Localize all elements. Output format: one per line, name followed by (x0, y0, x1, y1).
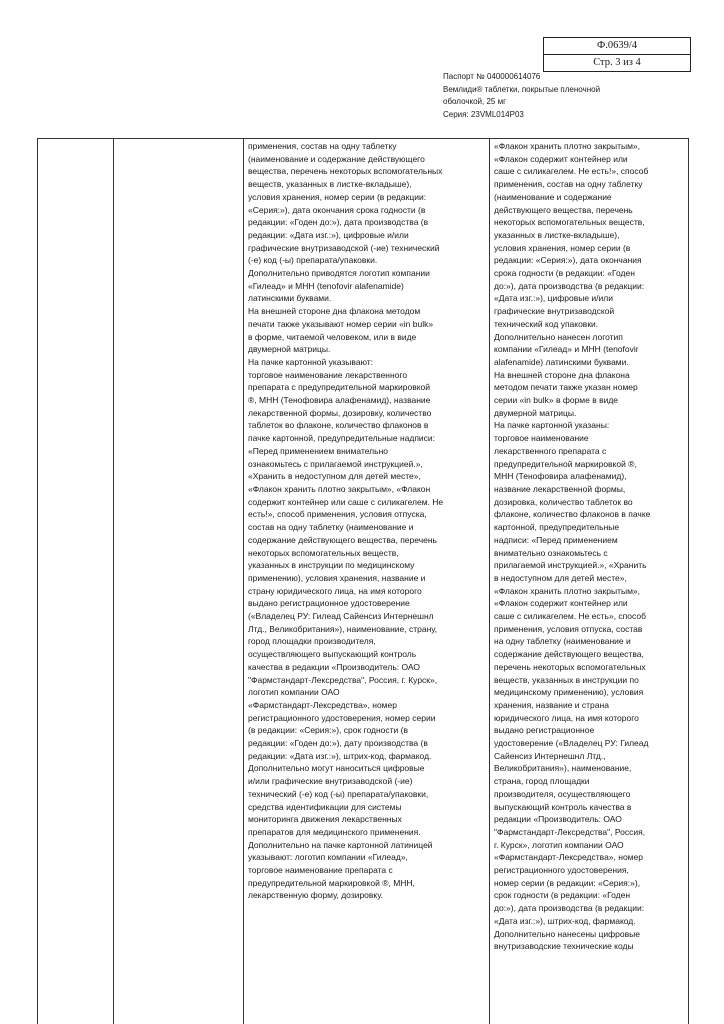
form-number-box (543, 37, 691, 72)
text-line: лекарственного препарата с (494, 445, 607, 456)
text-line: предупредительной маркировкой ®, (494, 458, 637, 469)
text-line: графические внутризаводской (494, 306, 615, 317)
text-line: (наименование и содержание действующего (248, 153, 425, 164)
text-line: технический код упаковки. (494, 318, 599, 329)
text-line: удостоверение («Владелец РУ: Гилеад (494, 738, 649, 749)
text-line: alafenamide) латинскими буквами. (494, 356, 629, 367)
passport-line: Вемлиди® таблетки, покрытые пленочной (443, 84, 601, 94)
text-line: «Серия:»), дата окончания срока годности (в (248, 204, 426, 215)
text-line: «Фармстандарт-Лексредства», номер (248, 699, 397, 710)
text-line: содержит контейнер или саше с силикагелем. Не (248, 496, 444, 507)
text-line: содержание действующего вещества, перечень (248, 534, 437, 545)
text-line: редакции: «Дата изг.:»), цифровые и/или (248, 229, 409, 240)
text-line: (в редакции: «Серия:»), срок годности (в (248, 725, 409, 736)
passport-line: оболочкой, 25 мг (443, 97, 506, 107)
text-line: саше с силикагелем. Не есть», способ (494, 611, 646, 622)
passport-line: Паспорт № 040000614076 (443, 72, 541, 81)
text-line: «Хранить в недоступном для детей месте», (248, 471, 421, 482)
text-line: торговое наименование (494, 433, 589, 444)
text-line: применения, состав на одну таблетку (494, 179, 643, 190)
text-line: действующего вещества, перечень (494, 204, 633, 215)
text-line: в недоступном для детей месте», (494, 572, 627, 583)
text-line: пачке картонной, предупредительные надписи: (248, 433, 436, 444)
text-line: «Дата изг.:»), штрих-код, фармакод. (494, 915, 636, 926)
text-line: название лекарственной формы, (494, 483, 626, 494)
text-line: прилагаемой инструкцией.», «Хранить (494, 560, 647, 571)
text-line: На внешней стороне дна флакона (494, 369, 630, 380)
text-line: таблеток во флаконе, количество флаконов в (248, 420, 429, 431)
text-line: внутризаводские технические коды (494, 941, 634, 952)
text-line: надписи: «Перед применением (494, 534, 618, 545)
form-code: Ф.0639/4 (596, 40, 638, 51)
text-line: выдано регистрационное удостоверение (248, 598, 410, 609)
text-line: (наименование и содержание (494, 191, 612, 202)
text-line: На пачке картонной указывают: (248, 356, 374, 367)
text-line: срок годности (в редакции: «Годен (494, 890, 631, 901)
text-line: условия хранения, номер серии (в (494, 242, 631, 253)
text-line: «Флакон содержит контейнер или (494, 598, 628, 609)
text-line: методом печати также указан номер (494, 382, 638, 393)
text-line: выпускающий контроль качества в (494, 801, 632, 812)
text-line: «Флакон хранить плотно закрытым», «Флакон (248, 483, 431, 494)
text-line: «Флакон хранить плотно закрытым», (494, 141, 641, 151)
text-line: редакции «Производитель: ОАО (494, 814, 622, 825)
text-line: редакции: «Годен до:»), дата производства (в (248, 217, 429, 228)
text-line: номер серии (в редакции: «Серия:»), (494, 877, 641, 888)
text-line: страна, город площадки (494, 776, 590, 787)
text-line: «Дата изг.:»), цифровые и/или (494, 293, 613, 304)
text-line: На пачке картонной указаны: (494, 420, 610, 431)
text-line: предупредительной маркировкой ®, МНН, (248, 877, 415, 888)
text-line: перечень некоторых вспомогательных (494, 661, 646, 672)
text-line: торговое наименование препарата с (248, 865, 393, 876)
text-line: лекарственной формы, дозировку, количество (248, 407, 432, 418)
text-line: г. Курск», логотип компании ОАО (494, 839, 624, 850)
text-line: качества в редакции «Производитель: ОАО (248, 661, 421, 672)
text-line: графические внутризаводской (-ие) технический (248, 242, 440, 253)
passport-header (443, 71, 643, 121)
text-line: Дополнительно приводятся логотип компании (248, 268, 430, 279)
text-line: «Фармстандарт-Лексредства», номер (494, 852, 643, 863)
text-line: вещества, перечень некоторых вспомогательных (248, 166, 443, 177)
text-line: печати также указывают номер серии «in bulk» (248, 318, 434, 329)
text-line: некоторых вспомогательных веществ, (494, 217, 645, 228)
text-line: применению), условия хранения, название и (248, 572, 426, 583)
text-line: веществ, указанных в листке-вкладыше), (248, 179, 412, 190)
text-line: состав на одну таблетку (наименование и (248, 522, 414, 533)
text-line: серии «in bulk» в форме в виде (494, 395, 619, 406)
text-line: регистрационного удостоверения, (494, 865, 629, 876)
text-line: Лтд., Великобритания»), наименование, страну, (248, 623, 438, 634)
text-line: некоторых вспомогательных веществ, (248, 547, 399, 558)
text-line: лекарственную форму, дозировку. (248, 890, 384, 901)
text-line: Дополнительно могут наноситься цифровые (248, 763, 425, 774)
text-line: компании «Гилеад» и МНН (tenofovir (494, 344, 639, 355)
text-line: ®, МНН (Тенофовира алафенамид), название (248, 395, 431, 406)
text-line: город площадки производителя, (248, 636, 376, 647)
text-line: срока годности (в редакции: «Годен (494, 268, 635, 279)
text-line: «Флакон содержит контейнер или (494, 153, 628, 164)
text-line: ознакомьтесь с прилагаемой инструкцией.», (248, 458, 423, 469)
text-line: указанных в листке-вкладыше), (494, 229, 620, 240)
old-text-column (244, 140, 488, 902)
text-line: указывают: логотип компании «Гилеад», (248, 852, 408, 863)
text-line: осуществляющего выпускающий контроль (248, 649, 417, 660)
text-line: На внешней стороне дна флакона методом (248, 306, 421, 317)
document-table (37, 138, 689, 1024)
text-line: двумерной матрицы. (494, 407, 577, 418)
text-line: условия хранения, номер серии (в редакции: (248, 191, 427, 202)
text-line: содержание действующего вещества, (494, 649, 644, 660)
text-line: Дополнительно нанесены цифровые (494, 928, 640, 939)
text-line: и/или графические внутризаводской (-ие) (248, 776, 413, 787)
text-line: производителя, осуществляющего (494, 788, 631, 799)
text-line: в форме, читаемой человеком, или в виде (248, 331, 417, 342)
text-line: Сайенсиз Интернешнл Лтд., (494, 750, 606, 761)
text-line: юридического лица, на имя которого (494, 712, 639, 723)
text-line: картонной, предупредительные (494, 522, 620, 533)
text-line: «Флакон хранить плотно закрытым», (494, 585, 641, 596)
text-line: дозировка, количество таблеток во (494, 496, 633, 507)
text-line: регистрационного удостоверения, номер серии (248, 712, 436, 723)
text-line: медицинскому применению), условия (494, 687, 644, 698)
text-line: логотип компании ОАО (248, 687, 340, 698)
text-line: хранения, название и страна (494, 699, 609, 710)
text-line: (-е) код (-ы) препарата/упаковки. (248, 255, 378, 266)
text-line: мониторинга движения лекарственных (248, 814, 402, 825)
text-line: торговое наименование лекарственного (248, 369, 408, 380)
text-line: до:»), дата производства (в редакции: (494, 903, 645, 914)
text-line: указанных в инструкции по медицинскому (248, 560, 415, 571)
text-line: средства идентификации для системы (248, 801, 402, 812)
text-line: веществ, указанных в инструкции по (494, 674, 639, 685)
text-line: «Гилеад» и МНН (tenofovir alafenamide) (248, 280, 404, 291)
text-line: применения, условия отпуска, состав (494, 623, 643, 634)
text-line: препарата с предупредительной маркировкой (248, 382, 430, 393)
text-line: выдано регистрационное (494, 725, 595, 736)
text-line: на одну таблетку (наименование и (494, 636, 631, 647)
text-line: Дополнительно нанесен логотип (494, 331, 623, 342)
text-line: технический (-е) код (-ы) препарата/упаковки, (248, 788, 429, 799)
text-line: "Фармстандарт-Лексредства", Россия, г. Курск», (248, 674, 438, 685)
text-line: Дополнительно на пачке картонной латиницей (248, 839, 433, 850)
text-line: двумерной матрицы. (248, 344, 331, 355)
text-line: "Фармстандарт-Лексредства", Россия, (494, 826, 646, 837)
text-line: редакции: «Дата изг.:»), штрих-код, фармакод. (248, 750, 432, 761)
text-line: саше с силикагелем. Не есть!», способ (494, 166, 649, 177)
text-line: до:»), дата производства (в редакции: (494, 280, 645, 291)
text-line: применения, состав на одну таблетку (248, 141, 397, 151)
page-number: Стр. 3 из 4 (544, 54, 690, 71)
text-line: МНН (Тенофовира алафенамид), (494, 471, 627, 482)
text-line: есть!», способ применения, условия отпуска, (248, 509, 427, 520)
passport-line: Серия: 23VML014P03 (443, 109, 524, 119)
text-line: препаратов для медицинского применения. (248, 826, 421, 837)
text-line: внимательно ознакомьтесь с (494, 547, 608, 558)
new-text-column (490, 140, 688, 953)
text-line: флаконе, количество флаконов в пачке (494, 509, 651, 520)
text-line: редакции: «Серия:»), дата окончания (494, 255, 642, 266)
text-line: («Владелец РУ: Гилеад Сайенсиз Интернешнл (248, 611, 434, 622)
text-line: страну юридического лица, на имя которого (248, 585, 422, 596)
text-line: редакции: «Годен до:»), дату производства (в (248, 738, 428, 749)
text-line: латинскими буквами. (248, 293, 332, 304)
text-line: Великобритания»), наименование, (494, 763, 632, 774)
column-divider (113, 139, 114, 1024)
text-line: «Перед применением внимательно (248, 445, 388, 456)
